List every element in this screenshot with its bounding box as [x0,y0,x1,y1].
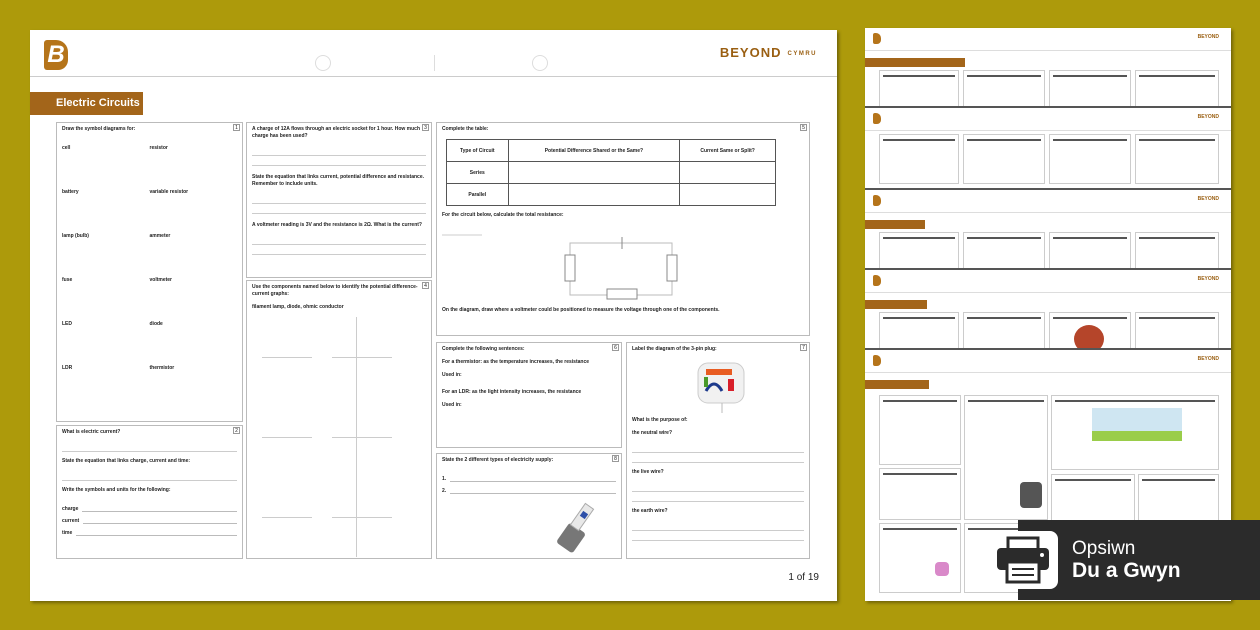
table-header: Current Same or Split? [680,140,776,162]
symbol-label: LED [62,321,72,327]
supply-box [436,453,622,559]
badge-label-line1: Opsiwn [1072,538,1136,559]
fill-row: charge [62,500,237,512]
question-number: 6 [612,344,619,351]
answer-line [252,204,426,214]
spark-plug-image [551,496,611,556]
iv-graph [252,397,426,477]
question-text: State the equation that links charge, current and time: [62,458,191,464]
question-number: 7 [800,344,807,351]
answer-line [62,471,237,481]
beyond-logo [873,33,881,44]
symbol-label: resistor [149,145,168,151]
question-text: Complete the following sentences: [442,346,525,352]
beyond-logo: B [44,40,68,70]
thumbnail-page[interactable]: BEYOND [865,350,1231,601]
circuit-table [446,139,776,206]
sentence-text: For an LDR: as the light intensity increases, the resistance [442,389,582,395]
question-number: 5 [800,124,807,131]
question-text: Label the diagram of the 3-pin plug: [632,346,717,352]
fill-row: current [62,512,237,524]
iv-graph [252,477,426,557]
symbol-list [62,145,237,371]
page-thumbnails[interactable] [865,28,1231,601]
question-number: 1 [233,124,240,131]
fill-row: 2. [442,482,616,494]
answer-line [632,521,804,531]
answer-line [632,482,804,492]
answer-line [632,531,804,541]
answer-line [62,442,237,452]
current-question-box [56,425,243,559]
printer-icon [988,531,1058,589]
question-text: Complete the table: [442,126,489,132]
answer-line [252,235,426,245]
plug-box [626,342,810,559]
answer-line [252,156,426,166]
sentence-text: Used in: [442,402,462,408]
hairdryer-image [935,562,949,576]
symbol-label: LDR [62,365,73,371]
page-indicator: 1 of 19 [788,572,819,583]
punch-mark [434,55,435,71]
thumbnail-page[interactable]: BEYOND [865,270,1231,350]
thumbnail-page[interactable]: BEYOND [865,190,1231,270]
question-text: Write the symbols and units for the following: [62,487,171,493]
question-text: State the equation that links current, potential difference and resistance. Remember to include units. [252,174,424,187]
answer-line [252,146,426,156]
question-text: A voltmeter reading is 3V and the resistance is 2Ω. What is the current? [252,222,422,228]
answer-line [632,492,804,502]
graphs-question-box [246,280,432,559]
table-row: Parallel [447,184,776,206]
thumbnail-page[interactable] [865,28,1231,108]
badge-label-line2: Du a Gwyn [1072,559,1181,582]
worksheet-page-preview[interactable] [30,30,837,601]
brand-name: BEYOND [1197,34,1219,40]
question-number: 2 [233,427,240,434]
question-text: filament lamp, diode, ohmic conductor [252,304,344,310]
question-number: 8 [612,455,619,462]
question-text: A charge of 12A flows through an electric socket for 1 hour. How much charge has been used? [252,126,420,139]
question-text: What is electric current? [62,429,121,435]
table-header: Potential Difference Shared or the Same? [508,140,680,162]
symbol-label: variable resistor [149,189,189,195]
symbol-label: fuse [62,277,73,283]
question-text: State the 2 different types of electricity supply: [442,457,554,463]
fill-row: 1. [442,470,616,482]
charge-question-box [246,122,432,278]
question-text: What is the purpose of: [632,417,688,423]
question-text: the neutral wire? [632,430,673,436]
sentence-text: For a thermistor: as the temperature increases, the resistance [442,359,590,365]
symbol-label: diode [149,321,163,327]
symbol-label: ammeter [149,233,171,239]
symbol-label: lamp (bulb) [62,233,89,239]
page-title: Electric Circuits [30,92,143,115]
question-text: Use the components named below to identify the potential difference-current graphs: [252,284,418,297]
question-text: Draw the symbol diagrams for: [62,126,136,132]
iv-graph [252,317,426,397]
plug-diagram [692,359,752,415]
brand-name: BEYOND CYMRU [719,45,817,60]
question-text: On the diagram, draw where a voltmeter could be positioned to measure the voltage through one of the components. [442,307,720,313]
fill-row: time [62,524,237,536]
table-row: Series [447,162,776,184]
symbol-label: voltmeter [149,277,173,283]
punch-hole [532,55,548,71]
question-number: 4 [422,282,429,289]
table-header: Type of Circuit [447,140,509,162]
punch-hole [315,55,331,71]
thumbnail-page[interactable]: BEYOND [865,108,1231,190]
sentences-box [436,342,622,448]
black-white-print-option[interactable] [1018,520,1260,600]
question-text: the live wire? [632,469,664,475]
header-divider [30,76,837,77]
kettle-image [1020,482,1042,508]
answer-line [252,245,426,255]
question-text: the earth wire? [632,508,668,514]
circuit-diagram [442,225,802,305]
answer-line [632,453,804,463]
circuit-table-box [436,122,810,336]
symbols-question-box [56,122,243,422]
symbol-label: thermistor [149,365,175,371]
answer-line [252,194,426,204]
question-number: 3 [422,124,429,131]
symbol-label: cell [62,145,71,151]
question-text: For the circuit below, calculate the total resistance: [442,212,564,218]
sentence-text: Used in: [442,372,462,378]
answer-line [632,443,804,453]
symbol-label: battery [62,189,79,195]
